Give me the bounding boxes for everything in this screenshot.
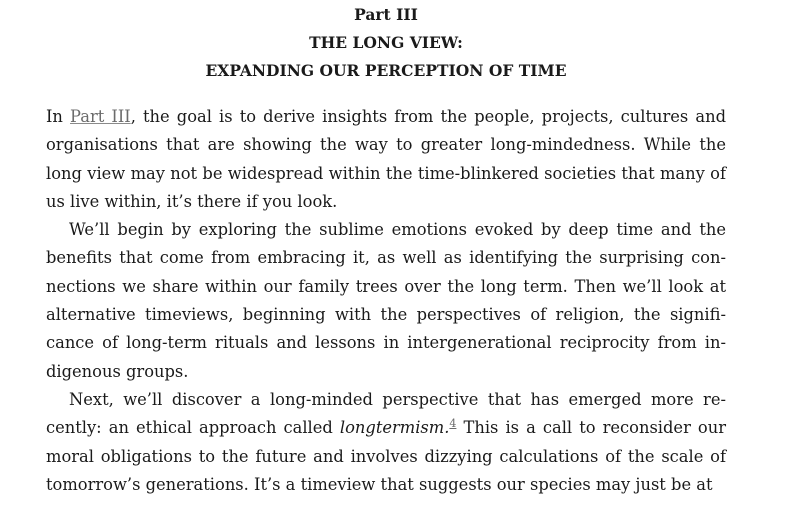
document-page — [46, 0, 726, 499]
paragraph-3-text: This is a call to reconsider our moral obligations to the future and involves dizzying calculations of the scale of tomorrow’s generations. It’s a timeview that suggests our species may just be at — [46, 418, 727, 494]
paragraph-1 — [46, 103, 726, 216]
part-iii-link[interactable]: Part III — [70, 107, 131, 126]
paragraph-3-lead: Next, we’ll discover a long-minded perspective that has emerged more recently: an ethical approach called — [46, 389, 726, 438]
part-title: THE LONG VIEW: — [309, 33, 463, 52]
paragraph-2 — [46, 216, 726, 386]
longtermism-term: longtermism. — [339, 418, 450, 438]
body-text — [46, 103, 726, 499]
part-subtitle: EXPANDING OUR PERCEPTION OF TIME — [205, 61, 567, 80]
chapter-heading — [46, 1, 726, 85]
paragraph-1-lead: In — [46, 107, 71, 126]
part-label: Part III — [354, 5, 418, 24]
paragraph-1-text: , the goal is to derive insights from the people, projects, cultures and organisations that are showing the way to greater long-mindedness. While the long view may not be widespread within the time-blinkered societies that many of us live within, it’s there if you look. — [46, 107, 726, 211]
paragraph-2-text: We’ll begin by exploring the sublime emotions evoked by deep time and the benefits that come from embracing it, as well as identifying the surprising connections we share within our family trees over the long term. Then we’ll look at alternative timeviews, beginning with the perspectives of religion, the significance of long-term rituals and lessons in intergenerational reciprocity from indigenous groups. — [46, 220, 726, 381]
footnote-link[interactable]: 4 — [449, 417, 457, 431]
paragraph-3 — [46, 386, 726, 499]
